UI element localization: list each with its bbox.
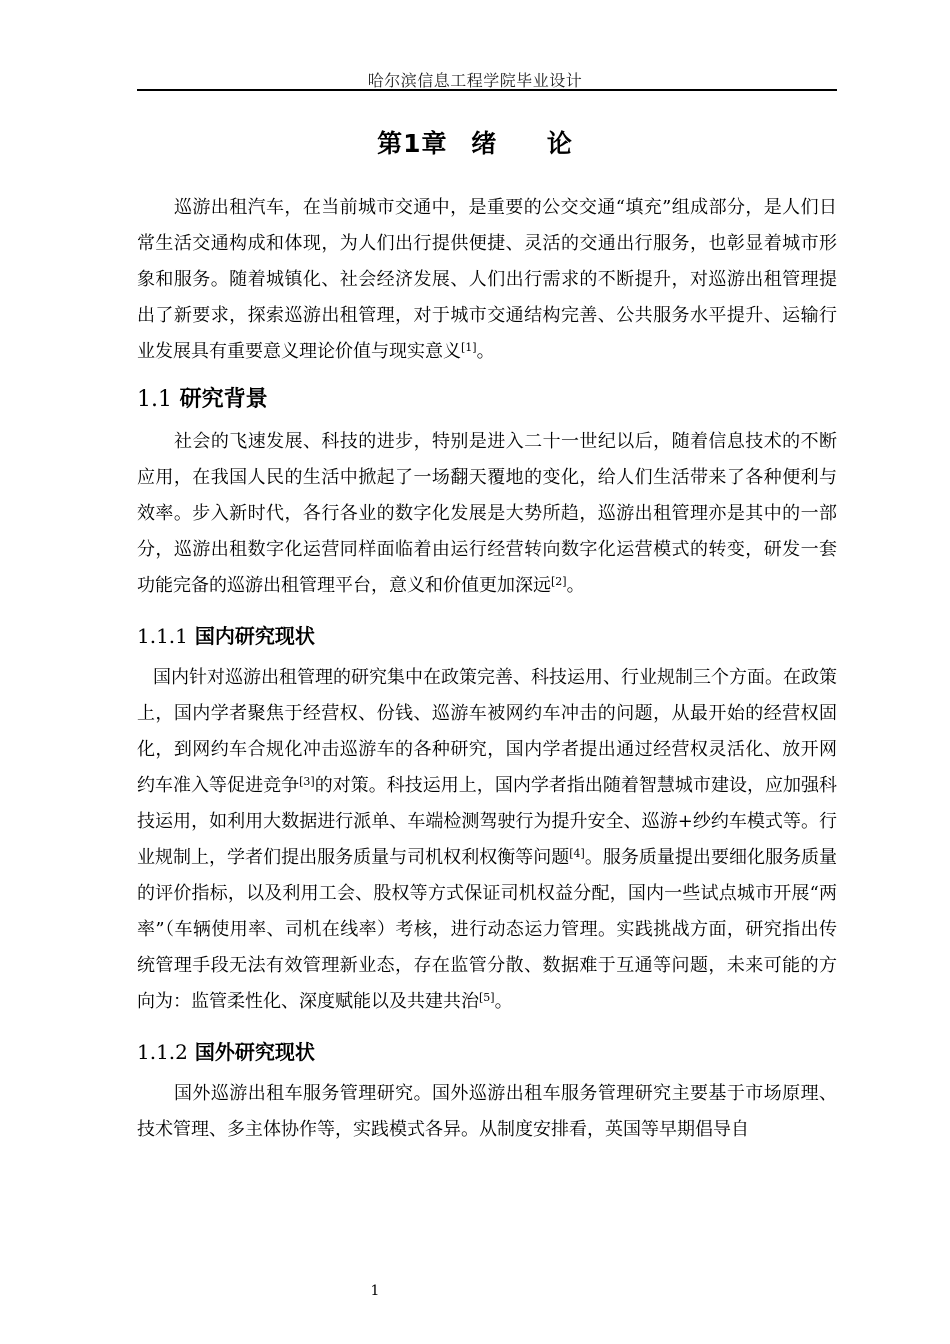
section-title: 国外研究现状 (194, 1040, 315, 1064)
citation-5: [5] (479, 991, 495, 1004)
intro-paragraph (137, 190, 837, 370)
running-header: 哈尔滨信息工程学院毕业设计 (367, 71, 583, 90)
citation-3: [3] (299, 775, 315, 788)
foreign-research-paragraph: 国外巡游出租车服务管理研究。国外巡游出租车服务管理研究主要基于市场原理、技术管理、多主体协作等，实践模式各异。从制度安排看，英国等早期倡导自 (137, 1083, 837, 1140)
background-text: 社会的飞速发展、科技的进步，特别是进入二十一世纪以后，随着信息技术的不断应用，在我国人民的生活中掀起了一场翻天覆地的变化，给人们生活带来了各种便利与效率。步入新时代，各行各业的数字化发展是大势所趋，巡游出租管理亦是其中的一部分，巡游出租数字化运营同样面临着由运行经营转向数字化运营模式的转变，研发一套功能完备的巡游出租管理平台，意义和价值更加深远 (137, 431, 837, 596)
section-number: 1.1.1 (137, 624, 188, 648)
citation-1: [1] (461, 341, 477, 354)
background-end: 。 (566, 575, 585, 596)
section-heading-1-1-1 (137, 618, 837, 654)
domestic-text-b: 的对策。科技运用上，国内学者指出随着智慧城市建设，应加强科技运用，如利用大数据进行派单、车端检测驾驶行为提升安全、巡游+纱约车模式等。行业规制上，学者们提出服务质量与司机权利权衡等问题 (137, 775, 838, 868)
citation-4: [4] (569, 847, 585, 860)
chapter-title (0, 124, 950, 160)
intro-end: 。 (476, 341, 495, 362)
domestic-research-paragraph (137, 660, 837, 1020)
section-heading-1-1-2 (137, 1034, 837, 1070)
section-title: 研究背景 (179, 387, 268, 412)
section-number: 1.1.2 (137, 1040, 188, 1064)
domestic-text-c: 。服务质量提出要细化服务质量的评价指标，以及利用工会、股权等方式保证司机权益分配，国内一些试点城市开展“两率”（车辆使用率、司机在线率）考核，进行动态运力管理。实践挑战方面，研究指出传统管理手段无法有效管理新业态，存在监管分散、数据难于互通等问题，未来可能的方向为：监管柔性化、深度赋能以及共建共治 (137, 847, 838, 1012)
domestic-end: 。 (494, 991, 513, 1012)
citation-2: [2] (551, 575, 567, 588)
page-number: 1 (370, 1283, 380, 1299)
section-number: 1.1 (137, 387, 172, 412)
intro-text: 巡游出租汽车，在当前城市交通中，是重要的公交交通“填充”组成部分，是人们日常生活交通构成和体现，为人们出行提供便捷、灵活的交通出行服务，也彰显着城市形象和服务。随着城镇化、社会经济发展、人们出行需求的不断提升，对巡游出租管理提出了新要求，探索巡游出租管理，对于城市交通结构完善、公共服务水平提升、运输行业发展具有重要意义理论价值与现实意义 (137, 197, 837, 362)
section-title: 国内研究现状 (194, 624, 315, 648)
chapter-name: 绪 论 (471, 129, 573, 158)
section-heading-1-1 (137, 380, 837, 420)
header-rule (137, 89, 837, 91)
page-body (137, 190, 837, 1148)
domestic-text-a: 国内针对巡游出租管理的研究集中在政策完善、科技运用、行业规制三个方面。在政策上，国内学者聚焦于经营权、份钱、巡游车被网约车冲击的问题，从最开始的经营权固化，到网约车合规化冲击巡游车的各种研究，国内学者提出通过经营权灵活化、放开网约车准入等促进竞争 (137, 667, 837, 796)
background-paragraph (137, 424, 837, 604)
chapter-number: 第1章 (377, 129, 448, 158)
